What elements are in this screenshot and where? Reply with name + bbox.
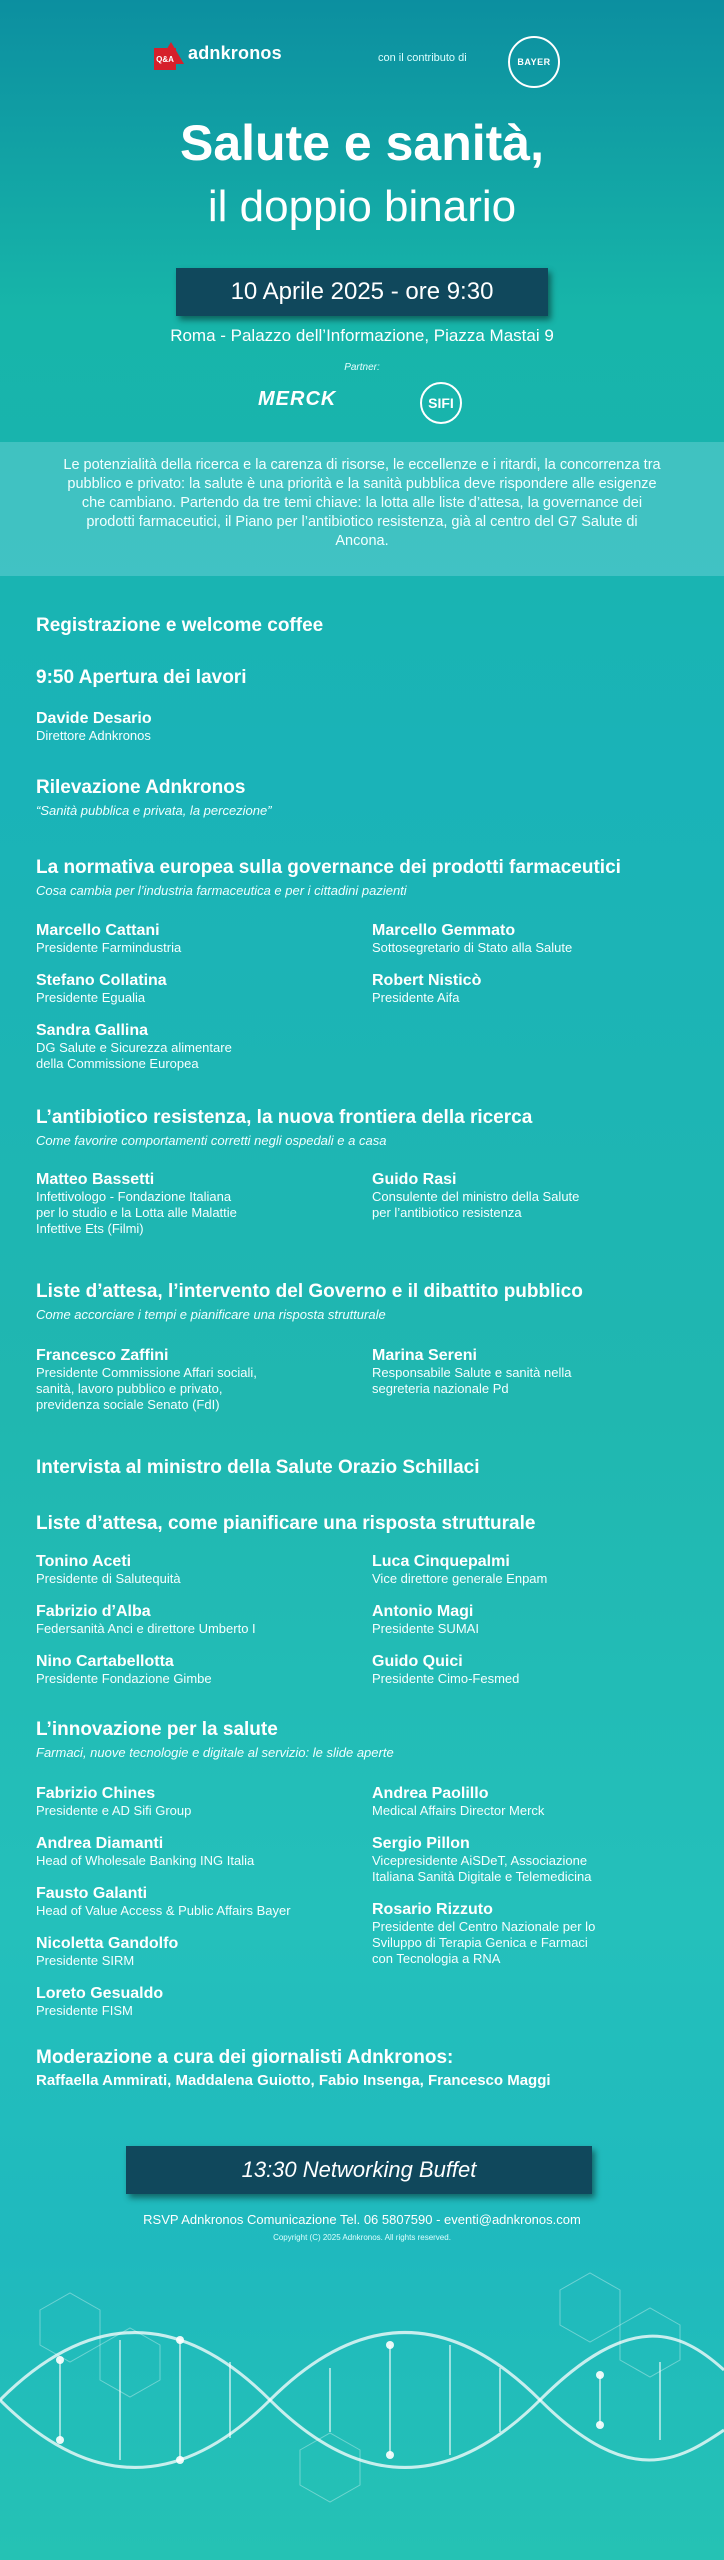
speaker: Loreto Gesualdo Presidente FISM xyxy=(36,1985,164,2018)
contribution-label: con il contributo di xyxy=(378,52,467,64)
rilevazione-sub: “Sanità pubblica e privata, la percezione” xyxy=(36,803,272,818)
speaker: Stefano Collatina Presidente Egualia xyxy=(36,972,167,1005)
intro-text: Le potenzialità della ricerca e la carenza di risorse, le eccellenze e i ritardi, la concorrenza tra pubblico e privato: la salute è una priorità e la sanità pubblica deve rispondere alle esigenze che cambiano. Partendo da tre temi chiave: la lotta alle liste d’attesa, la governance dei prodotti farmaceutici, il Piano per l’antibiotico resistenza, già al centro del G7 Salute di Ancona. xyxy=(0,442,724,576)
speaker: Nicoletta Gandolfo Presidente SIRM xyxy=(36,1935,179,1968)
adnkronos-logo xyxy=(158,42,282,64)
speaker: Marcello Gemmato Sottosegretario di Stato alla Salute xyxy=(372,922,573,955)
merck-logo: MERCK xyxy=(258,388,337,410)
event-title: Salute e sanità, xyxy=(179,115,545,171)
intervista-heading: Intervista al ministro della Salute Orazio Schillaci xyxy=(36,1457,480,1478)
speaker: Guido Rasi Consulente del ministro della Salute per l’antibiotico resistenza xyxy=(372,1171,580,1220)
copyright: Copyright (C) 2025 Adnkronos. All rights reserved. xyxy=(273,2233,451,2242)
speaker: Francesco Zaffini Presidente Commissione Affari sociali, sanità, lavoro pubblico e privato, previdenza sociale Senato (FdI) xyxy=(36,1347,257,1412)
speaker: Luca Cinquepalmi Vice direttore generale Enpam xyxy=(372,1553,548,1586)
speaker: Davide Desario Direttore Adnkronos xyxy=(36,710,152,743)
moderazione-heading: Moderazione a cura dei giornalisti Adnkronos: xyxy=(36,2047,454,2068)
liste1-sub: Come accorciare i tempi e pianificare una risposta strutturale xyxy=(36,1307,386,1322)
speaker: Nino Cartabellotta Presidente Fondazione Gimbe xyxy=(36,1653,212,1686)
innovazione-sub: Farmaci, nuove tecnologie e digitale al servizio: le slide aperte xyxy=(36,1745,394,1760)
speaker: Fausto Galanti Head of Value Access & Public Affairs Bayer xyxy=(36,1885,291,1918)
normativa-sub: Cosa cambia per l’industria farmaceutica e per i cittadini pazienti xyxy=(36,883,407,898)
speaker: Rosario Rizzuto Presidente del Centro Nazionale per lo Sviluppo di Terapia Genica e Farmaci con Tecnologia a RNA xyxy=(372,1901,596,1966)
speakers-antibiotico xyxy=(36,1170,696,1237)
speakers-liste1 xyxy=(36,1346,696,1413)
speaker: Matteo Bassetti Infettivologo - Fondazione Italiana per lo studio e la Lotta alle Malattie Infettive Ets (Filmi) xyxy=(36,1171,237,1236)
speaker: Andrea Paolillo Medical Affairs Director Merck xyxy=(372,1785,545,1818)
speakers-innovazione xyxy=(36,1784,696,2018)
liste2-heading: Liste d’attesa, come pianificare una risposta strutturale xyxy=(36,1513,536,1534)
event-subtitle: il doppio binario xyxy=(207,182,517,231)
speaker: Guido Quici Presidente Cimo-Fesmed xyxy=(372,1653,520,1686)
sponsor-name: BAYER xyxy=(517,57,551,67)
moderators: Raffaella Ammirati, Maddalena Guiotto, Fabio Insenga, Francesco Maggi xyxy=(36,2072,551,2089)
partner-label: Partner: xyxy=(344,362,380,373)
speakers-normativa xyxy=(36,921,696,1071)
antibiotico-sub: Come favorire comportamenti corretti negli ospedali e a casa xyxy=(36,1133,387,1148)
speaker: Sandra Gallina DG Salute e Sicurezza alimentare della Commissione Europea xyxy=(36,1022,232,1071)
speaker: Robert Nisticò Presidente Aifa xyxy=(372,972,482,1005)
opening-heading: 9:50 Apertura dei lavori xyxy=(36,667,247,688)
bayer-logo xyxy=(508,36,560,88)
buffet-banner: 13:30 Networking Buffet xyxy=(126,2146,592,2194)
rsvp-contact: RSVP Adnkronos Comunicazione Tel. 06 5807590 - eventi@adnkronos.com xyxy=(143,2212,581,2227)
rilevazione-heading: Rilevazione Adnkronos xyxy=(36,777,246,798)
speaker: Fabrizio Chines Presidente e AD Sifi Group xyxy=(36,1785,192,1818)
speaker: Marcello Cattani Presidente Farmindustria xyxy=(36,922,182,955)
registration-heading: Registrazione e welcome coffee xyxy=(36,615,324,636)
innovazione-heading: L’innovazione per la salute xyxy=(36,1719,278,1740)
header-logos xyxy=(0,36,724,86)
brand-name: adnkronos xyxy=(188,42,282,63)
speaker: Andrea Diamanti Head of Wholesale Banking ING Italia xyxy=(36,1835,255,1868)
venue: Roma - Palazzo dell’Informazione, Piazza Mastai 9 xyxy=(170,326,554,345)
speaker: Tonino Aceti Presidente di Salutequità xyxy=(36,1553,181,1586)
speaker: Fabrizio d’Alba Federsanità Anci e direttore Umberto I xyxy=(36,1603,256,1636)
speaker: Antonio Magi Presidente SUMAI xyxy=(372,1603,479,1636)
normativa-heading: La normativa europea sulla governance dei prodotti farmaceutici xyxy=(36,857,621,878)
qa-badge: Q&A xyxy=(154,48,176,70)
speakers-liste2 xyxy=(36,1552,696,1686)
antibiotico-heading: L’antibiotico resistenza, la nuova frontiera della ricerca xyxy=(36,1107,533,1128)
speaker: Marina Sereni Responsabile Salute e sanità nella segreteria nazionale Pd xyxy=(372,1347,572,1396)
date-banner: 10 Aprile 2025 - ore 9:30 xyxy=(176,268,548,316)
liste1-heading: Liste d’attesa, l’intervento del Governo e il dibattito pubblico xyxy=(36,1281,583,1302)
sifi-logo: SIFI xyxy=(420,382,462,424)
dna-helix-decoration xyxy=(0,2250,724,2560)
speaker: Sergio Pillon Vicepresidente AiSDeT, Associazione Italiana Sanità Digitale e Telemedicina xyxy=(372,1835,592,1884)
